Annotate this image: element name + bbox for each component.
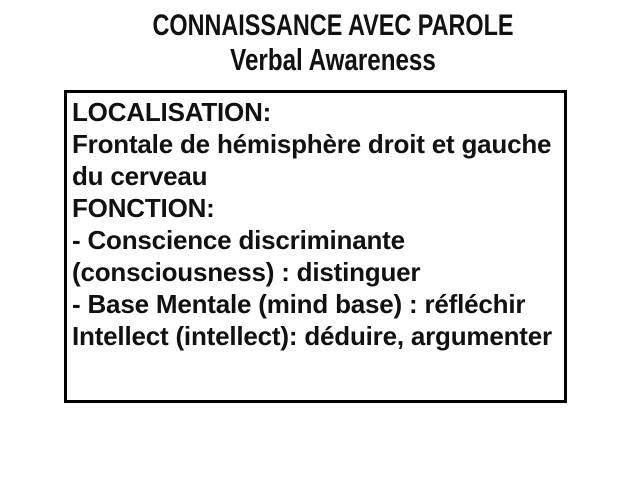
- content-line-localisation-text-2: du cerveau: [72, 161, 208, 191]
- content-line-localisation-heading: LOCALISATION:: [72, 97, 272, 127]
- slide-subtitle: Verbal Awareness: [230, 42, 436, 77]
- content-line-base-mentale: - Base Mentale (mind base) : réfléchir: [72, 289, 526, 319]
- content-line-conscience-1: - Conscience discriminante: [72, 225, 405, 255]
- slide-title: CONNAISSANCE AVEC PAROLE: [152, 9, 514, 42]
- content-line-fonction-heading: FONCTION:: [72, 193, 215, 223]
- slide-title-block: [83, 9, 582, 76]
- content-line-localisation-text-1: Frontale de hémisphère droit et gauche: [72, 129, 552, 159]
- content-line-intellect: Intellect (intellect): déduire, argumenter: [72, 321, 552, 351]
- content-box: [64, 90, 567, 403]
- content-line-conscience-2: (consciousness) : distinguer: [72, 257, 421, 287]
